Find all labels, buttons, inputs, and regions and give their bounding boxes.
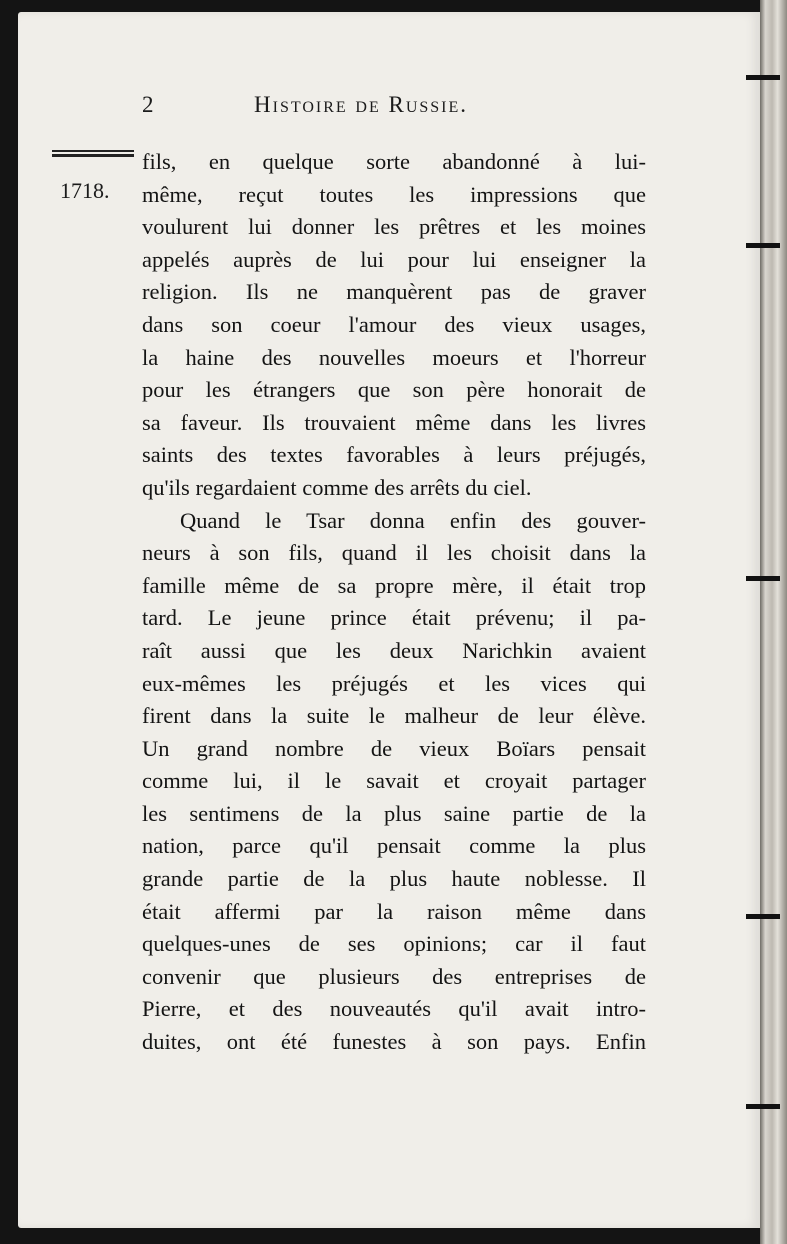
text-line: grande partie de la plus haute noblesse. Il — [142, 866, 646, 892]
text-line: pour les étrangers que son père honorait de — [142, 377, 646, 403]
text-line: qu'ils regardaient comme des arrêts du ciel. — [142, 474, 532, 500]
paragraph-start-line: Quand le Tsar donna enfin des gouver- — [180, 507, 646, 533]
text-line: religion. Ils ne manquèrent pas de graver — [142, 279, 646, 305]
edge-mark — [746, 75, 780, 80]
text-line: fils, en quelque sorte abandonné à lui- — [142, 149, 646, 174]
page-number: 2 — [142, 92, 154, 117]
edge-mark — [746, 243, 780, 248]
text-line: appelés auprès de lui pour lui enseigner la — [142, 246, 646, 272]
text-line: dans son coeur l'amour des vieux usages, — [142, 311, 646, 337]
text-line: sa faveur. Ils trouvaient même dans les livres — [142, 409, 646, 435]
text-line: tard. Le jeune prince était prévenu; il pa- — [142, 605, 646, 631]
text-line: Pierre, et des nouveautés qu'il avait intro- — [142, 996, 646, 1022]
text-line: voulurent lui donner les prêtres et les moines — [142, 214, 646, 240]
margin-rule — [52, 150, 134, 158]
page-edge — [760, 0, 787, 1244]
text-line: saints des textes favorables à leurs préjugés, — [142, 442, 646, 468]
text-line: même, reçut toutes les impressions que — [142, 181, 646, 207]
text-line: nation, parce qu'il pensait comme la plus — [142, 833, 646, 859]
text-line: les sentimens de la plus saine partie de la — [142, 800, 646, 826]
text-line: la haine des nouvelles moeurs et l'horreur — [142, 344, 646, 370]
running-title: Histoire de Russie. — [254, 92, 469, 117]
edge-mark — [746, 914, 780, 919]
margin-year: 1718. — [60, 178, 110, 203]
text-line: eux-mêmes les préjugés et les vices qui — [142, 670, 646, 696]
text-line: convenir que plusieurs des entreprises de — [142, 963, 646, 989]
edge-mark — [746, 576, 780, 581]
edge-mark — [746, 1104, 780, 1109]
text-line: était affermi par la raison même dans — [142, 898, 646, 924]
text-line: duites, ont été funestes à son pays. Enfin — [142, 1029, 646, 1055]
body-text — [142, 146, 646, 1059]
running-header — [142, 92, 552, 122]
text-line: famille même de sa propre mère, il était trop — [142, 572, 646, 598]
text-line: neurs à son fils, quand il les choisit dans la — [142, 540, 646, 566]
text-line: firent dans la suite le malheur de leur élève. — [142, 703, 646, 729]
text-line: Un grand nombre de vieux Boïars pensait — [142, 735, 646, 761]
text-line: quelques-unes de ses opinions; car il faut — [142, 931, 646, 957]
text-line: raît aussi que les deux Narichkin avaient — [142, 637, 646, 663]
text-line: comme lui, il le savait et croyait partager — [142, 768, 646, 794]
